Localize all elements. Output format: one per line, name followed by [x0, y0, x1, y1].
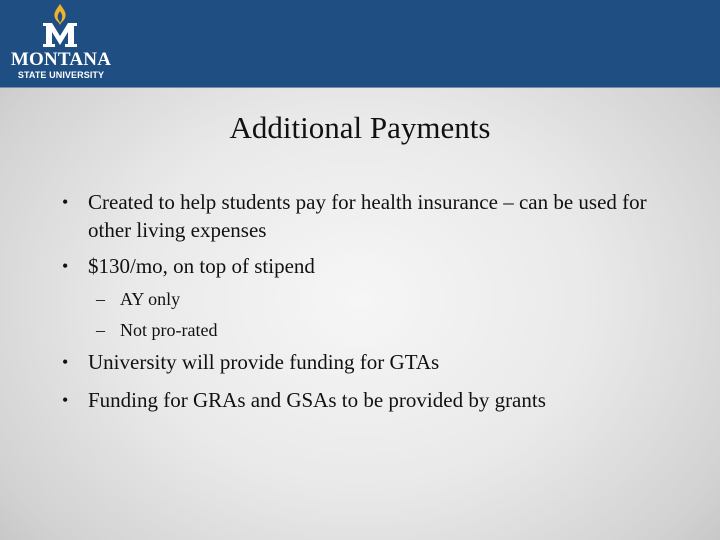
slide-title: Additional Payments	[229, 110, 491, 145]
bullet-text: $130/mo, on top of stipend	[88, 254, 315, 278]
bullet-text: University will provide funding for GTAs	[88, 350, 440, 374]
bullet-glyph: •	[62, 256, 69, 276]
bullet-glyph: •	[62, 390, 69, 410]
bullet-glyph: •	[62, 352, 69, 372]
sub-bullet-text: Not pro-rated	[120, 320, 218, 340]
logo-wordmark: MONTANA	[10, 49, 112, 70]
sub-bullet-text: AY only	[120, 289, 181, 309]
logo-subtitle: STATE UNIVERSITY	[17, 70, 105, 80]
sub-bullet-glyph: –	[96, 320, 105, 340]
sub-bullet-glyph: –	[96, 289, 105, 309]
bullet-text: Created to help students pay for health insurance – can be used for other living expenses	[88, 190, 647, 242]
bullet-text: Funding for GRAs and GSAs to be provided by grants	[88, 388, 546, 412]
bullet-glyph: •	[62, 192, 69, 212]
